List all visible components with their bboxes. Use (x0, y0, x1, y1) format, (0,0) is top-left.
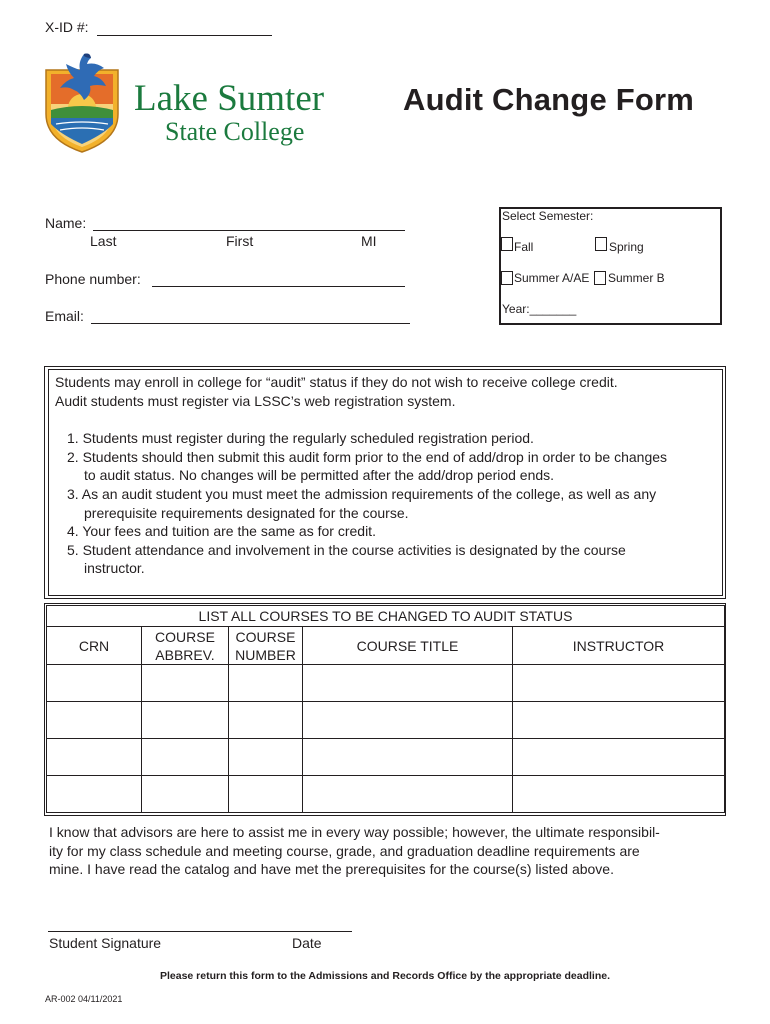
rule-item: 2. Students should then submit this audit form prior to the end of add/drop in order to be changes (67, 449, 668, 465)
xid-label: X-ID #: (45, 19, 89, 35)
xid-field[interactable] (97, 35, 272, 36)
year-field[interactable]: Year:_______ (502, 302, 577, 316)
instructor-cell[interactable] (513, 702, 725, 739)
crn-cell[interactable] (47, 776, 142, 813)
crn-cell[interactable] (47, 665, 142, 702)
table-row (47, 665, 725, 702)
crn-header: CRN (47, 627, 142, 665)
instructor-cell[interactable] (513, 739, 725, 776)
table-row (47, 739, 725, 776)
last-name-caption: Last (90, 233, 117, 249)
rule-item: instructor. (84, 560, 145, 576)
rule-item: to audit status. No changes will be permitted after the add/drop period ends. (84, 467, 555, 483)
summer-b-checkbox[interactable] (594, 271, 606, 285)
semester-title: Select Semester: (502, 209, 594, 223)
summer-a-label: Summer A/AE (514, 271, 590, 285)
summer-b-label: Summer B (608, 271, 665, 285)
table-row (47, 776, 725, 813)
eagle-crest-icon (44, 52, 344, 154)
first-name-caption: First (226, 233, 254, 249)
svg-text:State College: State College (165, 117, 305, 146)
intro-text: Students may enroll in college for “audit” status if they do not wish to receive college credit. (55, 374, 618, 390)
email-label: Email: (45, 308, 84, 324)
statement-text: mine. I have read the catalog and have met the prerequisites for the course(s) listed above. (49, 861, 614, 877)
course-number-header: COURSE NUMBER (229, 627, 303, 665)
statement-text: ity for my class schedule and meeting course, grade, and graduation deadline requirements are (49, 843, 640, 859)
phone-label: Phone number: (45, 271, 141, 287)
rule-item: 5. Student attendance and involvement in the course activities is designated by the course (67, 542, 626, 558)
table-row (47, 702, 725, 739)
title-cell[interactable] (303, 776, 513, 813)
phone-field[interactable] (152, 286, 405, 287)
form-code: AR-002 04/11/2021 (45, 994, 123, 1004)
statement-text: I know that advisors are here to assist me in every way possible; however, the ultimate responsibil- (49, 824, 660, 840)
spring-checkbox[interactable] (595, 237, 607, 251)
intro-text: Audit students must register via LSSC’s web registration system. (55, 393, 456, 409)
abbrev-cell[interactable] (142, 702, 229, 739)
signature-field[interactable] (48, 931, 352, 932)
crn-cell[interactable] (47, 739, 142, 776)
course-abbrev-header: COURSE ABBREV. (142, 627, 229, 665)
instructor-cell[interactable] (513, 776, 725, 813)
svg-text:Lake Sumter: Lake Sumter (134, 78, 325, 119)
number-cell[interactable] (229, 665, 303, 702)
number-cell[interactable] (229, 702, 303, 739)
fall-checkbox[interactable] (501, 237, 513, 251)
rule-item: 3. As an audit student you must meet the admission requirements of the college, as well as any (67, 486, 657, 502)
return-instructions: Please return this form to the Admissions and Records Office by the appropriate deadline. (159, 970, 611, 982)
title-cell[interactable] (303, 739, 513, 776)
number-cell[interactable] (229, 739, 303, 776)
courses-table (46, 605, 725, 813)
email-field[interactable] (91, 323, 410, 324)
fall-label: Fall (514, 240, 534, 254)
title-cell[interactable] (303, 665, 513, 702)
table-caption: LIST ALL COURSES TO BE CHANGED TO AUDIT STATUS (47, 606, 725, 627)
crn-cell[interactable] (47, 702, 142, 739)
middle-initial-caption: MI (361, 233, 377, 249)
number-cell[interactable] (229, 776, 303, 813)
signature-label: Student Signature (49, 935, 162, 951)
rule-item: prerequisite requirements designated for the course. (84, 505, 409, 521)
abbrev-cell[interactable] (142, 776, 229, 813)
instructor-cell[interactable] (513, 665, 725, 702)
course-title-header: COURSE TITLE (303, 627, 513, 665)
abbrev-cell[interactable] (142, 739, 229, 776)
abbrev-cell[interactable] (142, 665, 229, 702)
summer-a-checkbox[interactable] (501, 271, 513, 285)
rule-item: 4. Your fees and tuition are the same as for credit. (67, 523, 376, 539)
form-title: Audit Change Form (403, 82, 694, 117)
title-cell[interactable] (303, 702, 513, 739)
name-field[interactable] (93, 230, 405, 231)
instructor-header: INSTRUCTOR (513, 627, 725, 665)
college-logo (44, 52, 344, 154)
rule-item: 1. Students must register during the regularly scheduled registration period. (67, 430, 534, 446)
name-label: Name: (45, 215, 87, 231)
date-label: Date (292, 935, 322, 951)
spring-label: Spring (609, 240, 644, 254)
